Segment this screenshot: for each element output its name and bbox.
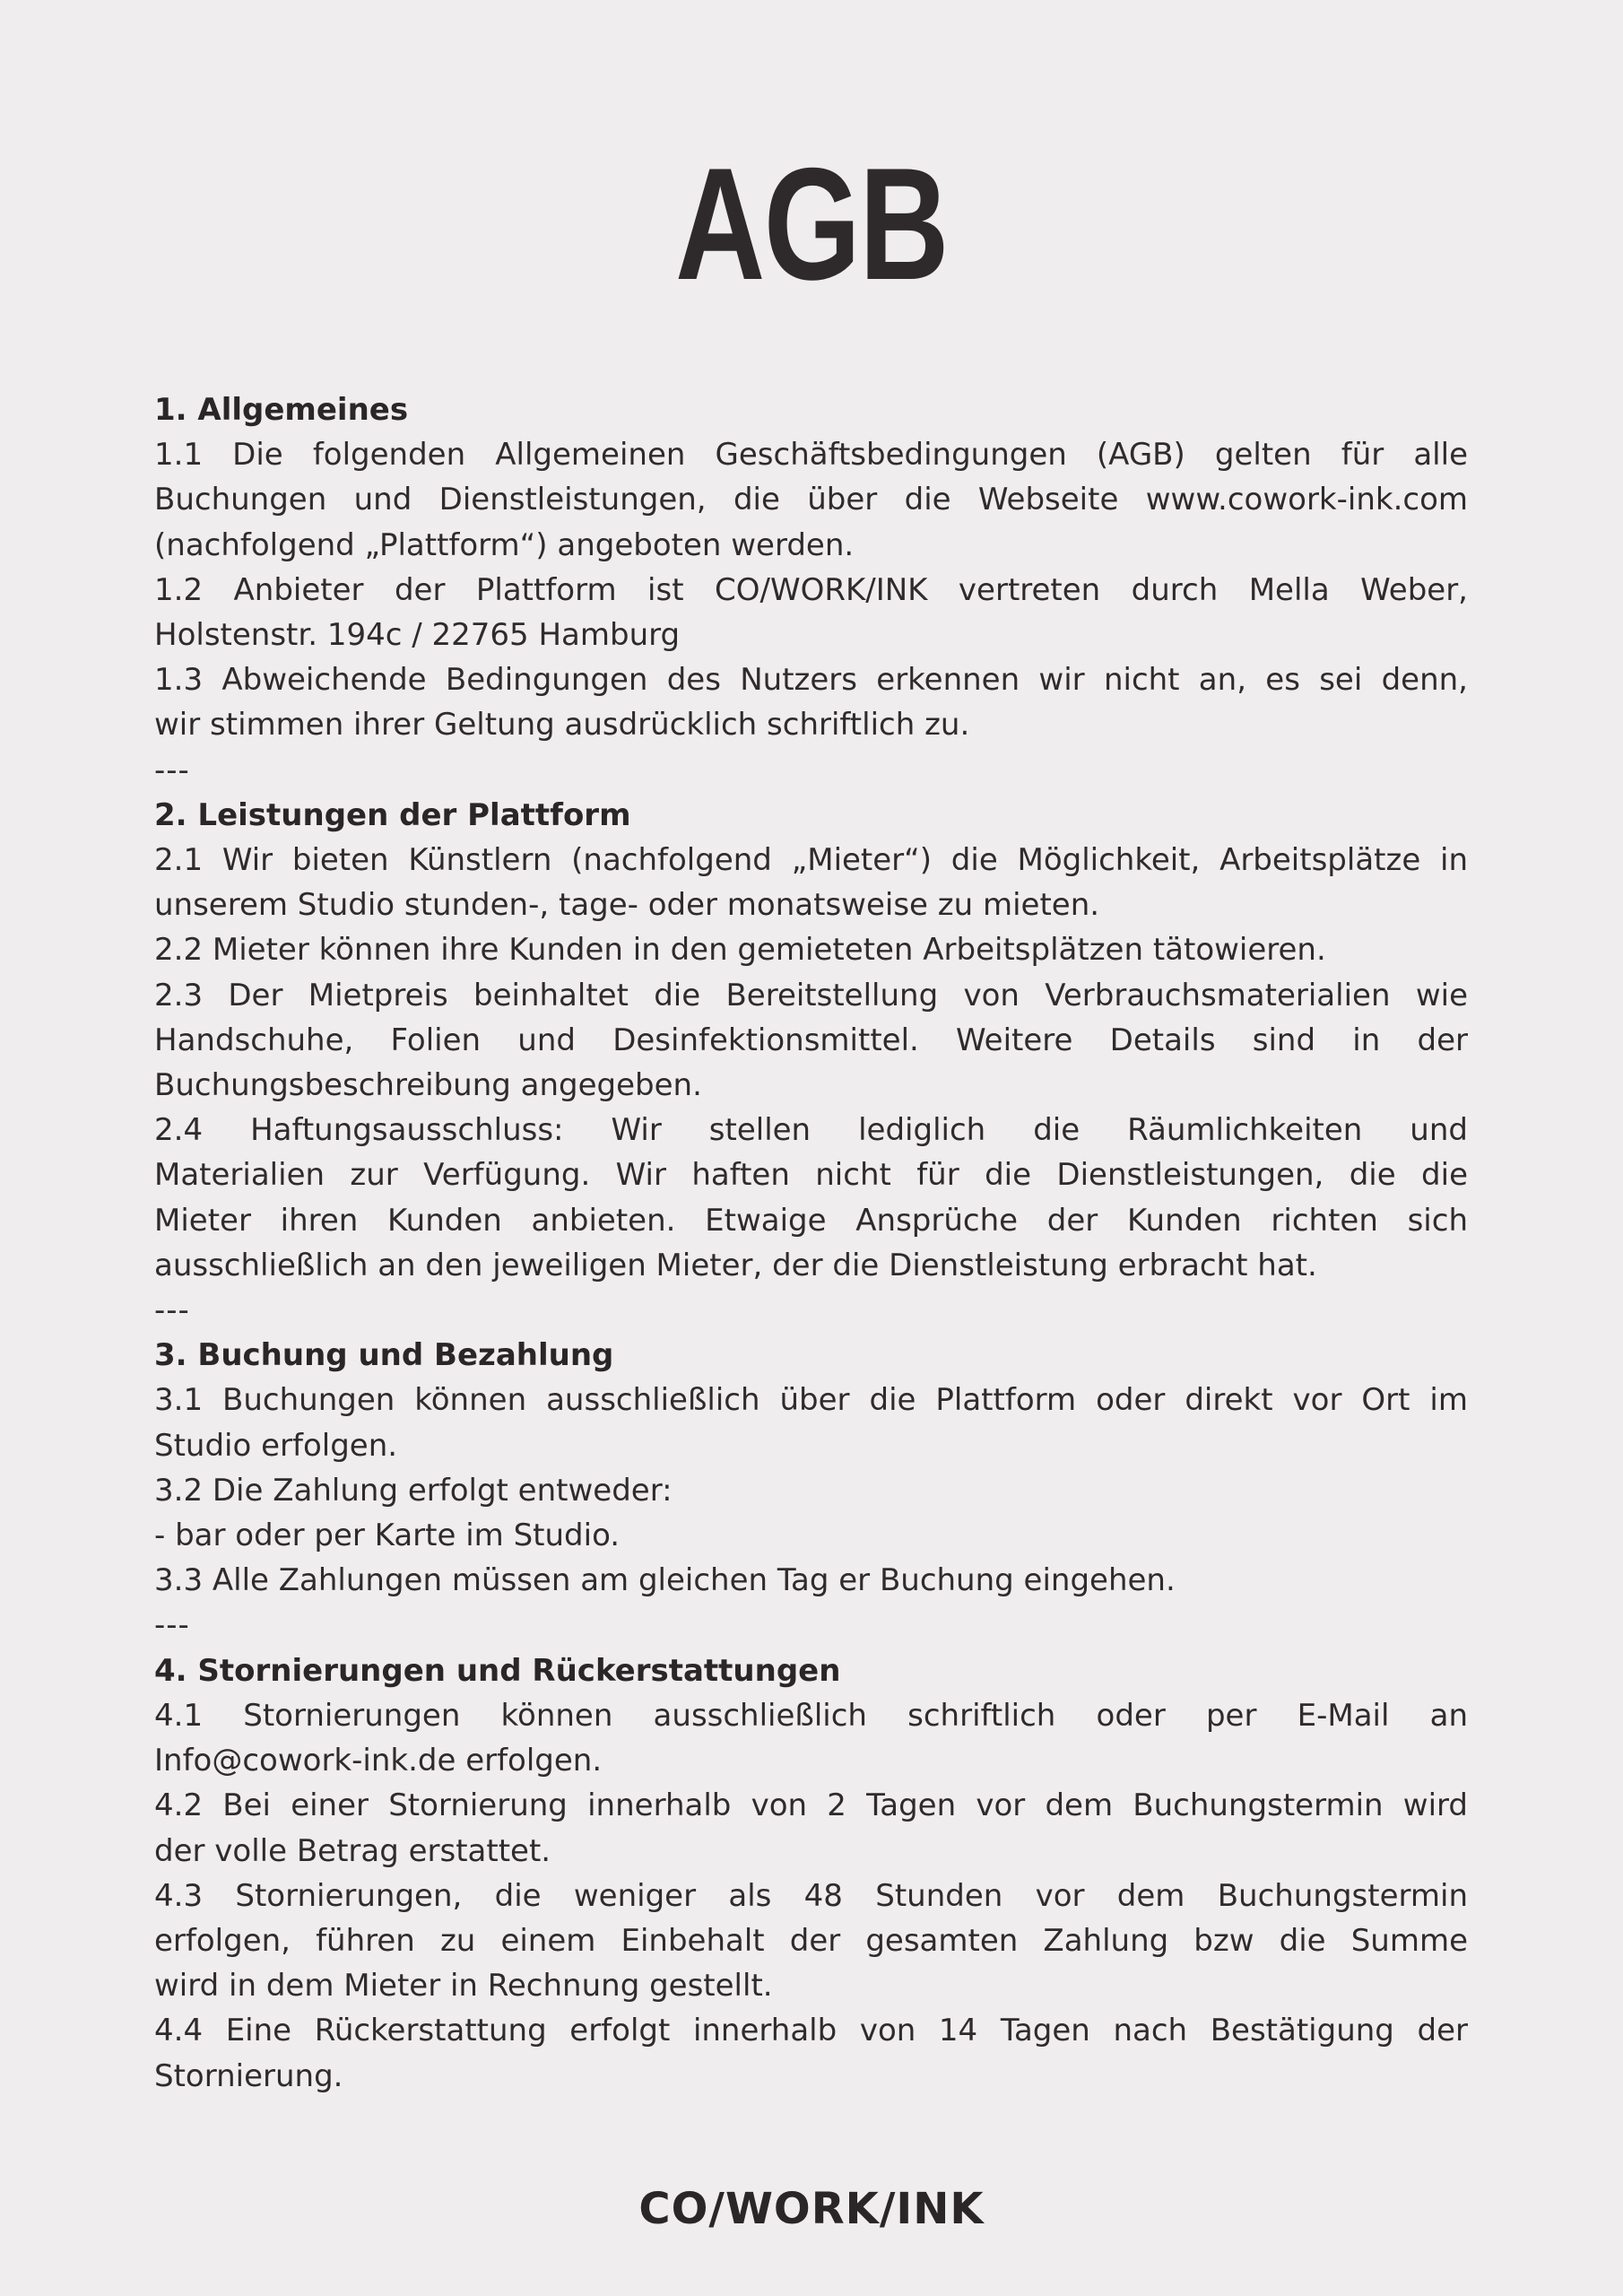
text-line: 2.1 Wir bieten Künstlern (nachfolgend „Mieter“) die Möglichkeit, Arbeitsplätze in: [154, 842, 1468, 879]
section-heading: 2. Leistungen der Plattform: [154, 796, 631, 833]
terms-body: [154, 387, 1468, 2099]
text-line: 4.2 Bei einer Stornierung innerhalb von 2 Tagen vor dem Buchungstermin wird: [154, 1787, 1468, 1824]
text-line: der volle Betrag erstattet.: [154, 1832, 551, 1869]
text-line: 1.3 Abweichende Bedingungen des Nutzers erkennen wir nicht an, es sei denn,: [154, 662, 1468, 699]
section-heading: 1. Allgemeines: [154, 392, 409, 428]
text-line: - bar oder per Karte im Studio.: [154, 1518, 621, 1554]
section-heading: 3. Buchung und Bezahlung: [154, 1337, 614, 1374]
section-separator: ---: [154, 1292, 190, 1329]
text-line: Buchungsbeschreibung angegeben.: [154, 1067, 702, 1104]
text-line: Studio erfolgen.: [154, 1427, 398, 1464]
text-line: 4.1 Stornierungen können ausschließlich schriftlich oder per E-Mail an: [154, 1697, 1468, 1734]
text-line: 3.3 Alle Zahlungen müssen am gleichen Tag er Buchung eingehen.: [154, 1562, 1176, 1599]
text-line: Mieter ihren Kunden anbieten. Etwaige Ansprüche der Kunden richten sich: [154, 1202, 1468, 1239]
text-line: 2.3 Der Mietpreis beinhaltet die Bereitstellung von Verbrauchsmaterialien wie: [154, 977, 1468, 1013]
text-line: Buchungen und Dienstleistungen, die über die Webseite www.cowork-ink.com: [154, 482, 1468, 518]
text-line: wird in dem Mieter in Rechnung gestellt.: [154, 1968, 773, 2005]
text-line: 3.2 Die Zahlung erfolgt entweder:: [154, 1472, 673, 1509]
text-line: 1.2 Anbieter der Plattform ist CO/WORK/INK vertreten durch Mella Weber,: [154, 571, 1468, 608]
text-line: (nachfolgend „Plattform“) angeboten werden.: [154, 526, 855, 563]
text-line: 4.4 Eine Rückerstattung erfolgt innerhalb von 14 Tagen nach Bestätigung der: [154, 2013, 1468, 2049]
text-line: Handschuhe, Folien und Desinfektionsmittel. Weitere Details sind in der: [154, 1022, 1468, 1058]
section-separator: ---: [154, 1607, 190, 1644]
section-heading: 4. Stornierungen und Rückerstattungen: [154, 1652, 841, 1689]
text-line: 2.2 Mieter können ihre Kunden in den gemieteten Arbeitsplätzen tätowieren.: [154, 932, 1326, 969]
section-separator: ---: [154, 752, 190, 788]
text-line: 3.1 Buchungen können ausschließlich über die Plattform oder direkt vor Ort im: [154, 1382, 1468, 1419]
text-line: 4.3 Stornierungen, die weniger als 48 Stunden vor dem Buchungstermin: [154, 1877, 1468, 1914]
text-line: 1.1 Die folgenden Allgemeinen Geschäftsbedingungen (AGB) gelten für alle: [154, 437, 1468, 474]
page-title: AGB: [675, 135, 948, 313]
text-line: erfolgen, führen zu einem Einbehalt der gesamten Zahlung bzw die Summe: [154, 1922, 1468, 1959]
text-line: 2.4 Haftungsausschluss: Wir stellen lediglich die Räumlichkeiten und: [154, 1112, 1468, 1149]
text-line: wir stimmen ihrer Geltung ausdrücklich schriftlich zu.: [154, 707, 970, 744]
footer-brand: CO/WORK/INK: [638, 2184, 985, 2234]
text-line: Holstenstr. 194c / 22765 Hamburg: [154, 617, 681, 654]
text-line: unserem Studio stunden-, tage- oder monatsweise zu mieten.: [154, 887, 1100, 924]
text-line: ausschließlich an den jeweiligen Mieter, der die Dienstleistung erbracht hat.: [154, 1247, 1317, 1283]
text-line: Info@cowork-ink.de erfolgen.: [154, 1743, 603, 1779]
text-line: Materialien zur Verfügung. Wir haften nicht für die Dienstleistungen, die die: [154, 1157, 1468, 1194]
text-line: Stornierung.: [154, 2057, 343, 2094]
